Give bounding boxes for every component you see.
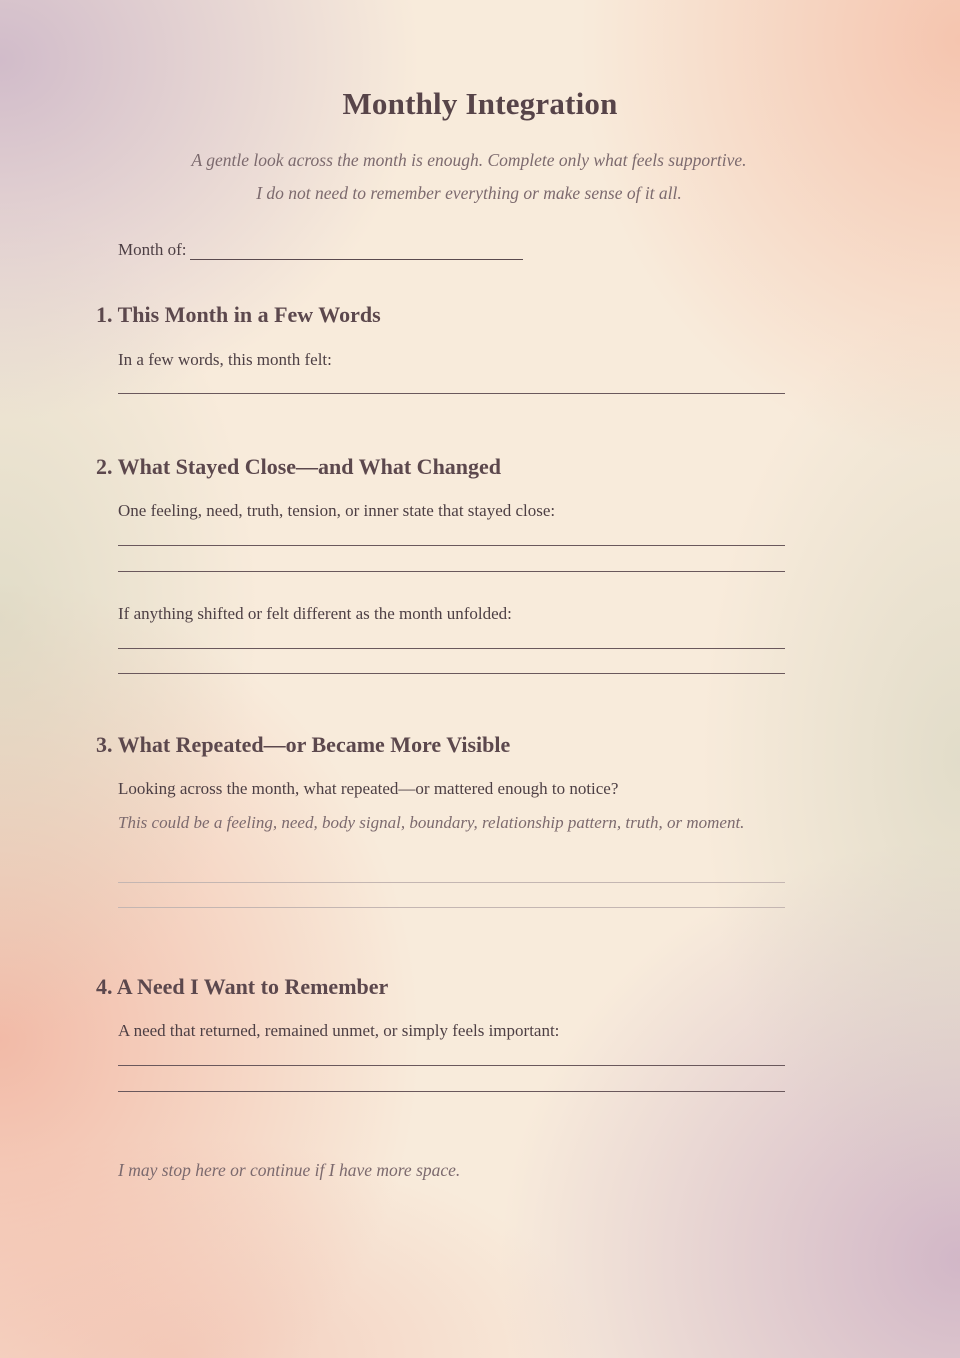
intro-line-2: I do not need to remember everything or make sense of it all. <box>256 183 682 203</box>
month-label: Month of: <box>118 240 187 259</box>
section-3-prompt: Looking across the month, what repeated—or mattered enough to notice? <box>118 779 619 798</box>
section-3-hint: This could be a feeling, need, body signal, boundary, relationship pattern, truth, or moment. <box>118 813 745 832</box>
section-1-prompt: In a few words, this month felt: <box>118 350 332 369</box>
section-3-answer-line-1[interactable] <box>118 882 785 883</box>
section-4-answer-line-2[interactable] <box>118 1091 785 1092</box>
intro-line-1: A gentle look across the month is enough. Complete only what feels supportive. <box>191 150 747 170</box>
section-2-prompt: One feeling, need, truth, tension, or inner state that stayed close: <box>118 501 556 520</box>
section-2-answer-line-1[interactable] <box>118 545 785 546</box>
section-1-heading: 1. This Month in a Few Words <box>96 302 381 327</box>
section-4-prompt: A need that returned, remained unmet, or simply feels important: <box>118 1021 560 1040</box>
month-input-line[interactable] <box>190 241 523 260</box>
section-2-answer-line-4[interactable] <box>118 673 785 674</box>
section-4-heading: 4. A Need I Want to Remember <box>96 974 389 999</box>
section-1-answer-line[interactable] <box>118 393 785 394</box>
section-3-heading: 3. What Repeated—or Became More Visible <box>96 732 511 757</box>
section-4-answer-line-1[interactable] <box>118 1065 785 1066</box>
closing-note: I may stop here or continue if I have more space. <box>118 1160 461 1180</box>
section-2-answer-line-2[interactable] <box>118 571 785 572</box>
section-2-answer-line-3[interactable] <box>118 648 785 649</box>
section-3-answer-line-2[interactable] <box>118 907 785 908</box>
section-2-prompt-2: If anything shifted or felt different as the month unfolded: <box>118 604 512 623</box>
section-2-heading: 2. What Stayed Close—and What Changed <box>96 454 502 479</box>
page-title: Monthly Integration <box>342 86 618 121</box>
month-field <box>118 240 523 260</box>
